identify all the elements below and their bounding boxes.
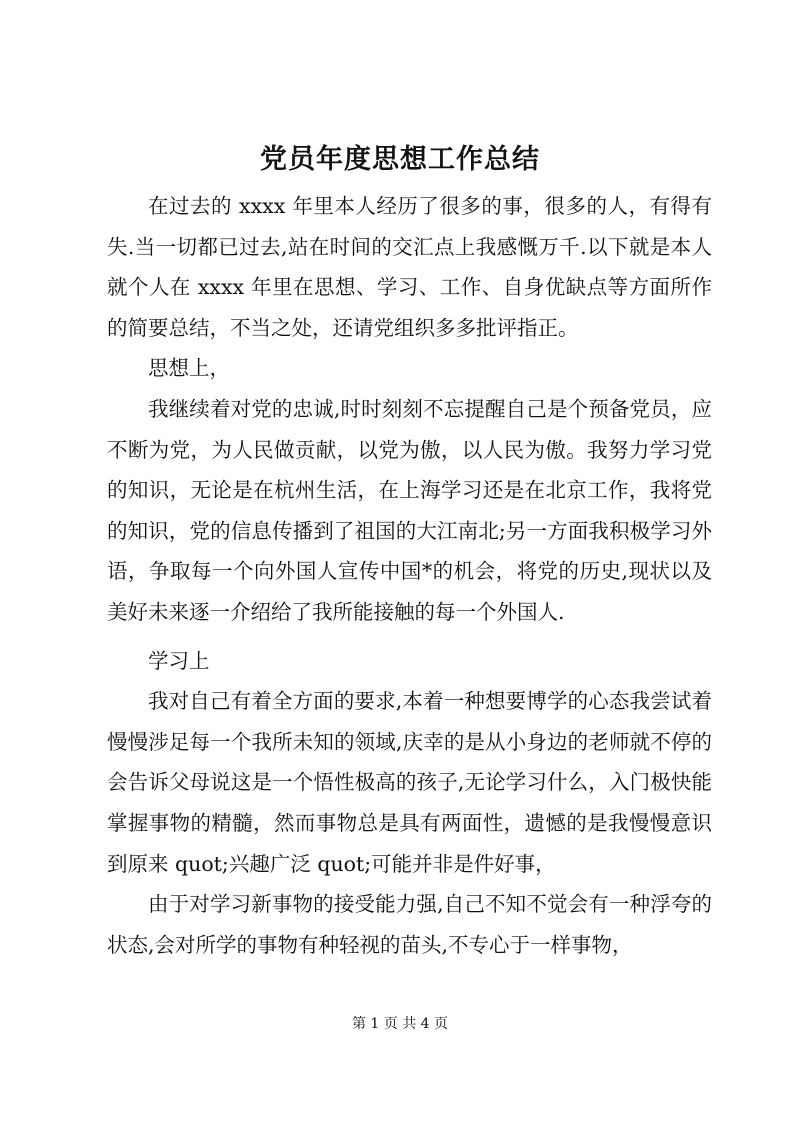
study-continuation-paragraph: 由于对学习新事物的接受能力强,自己不知不觉会有一种浮夸的状态,会对所学的事物有种轻视的苗头,不专心于一样事物， [107, 892, 712, 957]
intro-paragraph: 在过去的 xxxx 年里本人经历了很多的事，很多的人，有得有失.当一切都已过去,站在时间的交汇点上我感慨万千.以下就是本人就个人在 xxxx 年里在思想、学习、工作、自身优缺点等方面所作的简要总结，不当之处，还请党组织多多批评指正。 [107, 194, 712, 340]
page-number-footer: 第 1 页 共 4 页 [351, 1016, 449, 1032]
section-heading-thought: 思想上， [148, 356, 230, 381]
section-heading-study: 学习上 [148, 648, 210, 673]
page-title: 党员年度思想工作总结 [260, 144, 540, 175]
thought-paragraph: 我继续着对党的忠诚,时时刻刻不忘提醒自己是个预备党员，应不断为党，为人民做贡献，以党为傲，以人民为傲。我努力学习党的知识，无论是在杭州生活，在上海学习还是在北京工作，我将党的知识，党的信息传播到了祖国的大江南北;另一方面我积极学习外语，争取每一个向外国人宣传中国*的机会，将党的历史,现状以及美好未来逐一介绍给了我所能接触的每一个外国人. [107, 396, 712, 624]
document-body [107, 186, 712, 965]
study-paragraph: 我对自己有着全方面的要求,本着一种想要博学的心态我尝试着慢慢涉足每一个我所未知的领域,庆幸的是从小身边的老师就不停的会告诉父母说这是一个悟性极高的孩子,无论学习什么，入门极快能掌握事物的精髓，然而事物总是具有两面性，遗憾的是我慢慢意识到原来 quot;兴趣广泛 quot;可能并非是件好事， [107, 689, 712, 876]
